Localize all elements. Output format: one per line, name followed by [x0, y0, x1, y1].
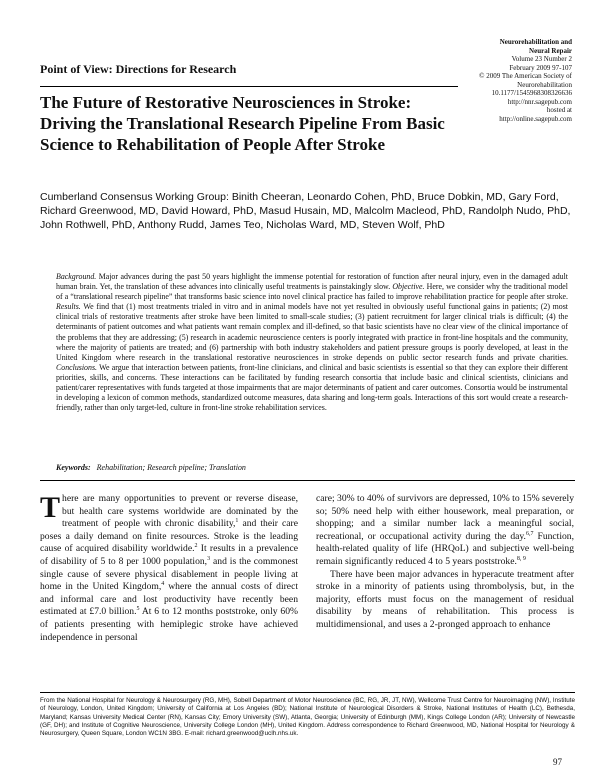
body-paragraph: [40, 493, 298, 644]
reference-mark[interactable]: 5: [136, 606, 140, 613]
body-text: where the annual costs of direct and informal care and lost productivity have recently been estimated at £7.0 billion.: [40, 581, 298, 618]
body-column-left: [40, 493, 298, 644]
abstract-objective-label: Objective.: [392, 282, 425, 292]
body-column-right: [316, 493, 574, 632]
body-text: and is the commonest single cause of severe physical disablement in people living at home in the United Kingdom,: [40, 555, 299, 593]
body-text: At 6 to 12 months poststroke, only 60% of patients presenting with hemiplegic stroke have achieved independence in personal: [40, 606, 298, 643]
abstract-background: Major advances during the past 50 years highlight the immense potential for restoration of function after neural injury, even in the damaged adult human brain. Yet, the translation of these advances into clinically useful treatments is painstakingly slow.: [56, 272, 568, 292]
article-title: The Future of Restorative Neurosciences in Stroke: Driving the Translational Research Pipeline From Basic Science to Rehabilitation of People After Stroke: [40, 93, 445, 154]
journal-host-link[interactable]: http://online.sagepub.com: [499, 114, 572, 123]
keywords-values: Rehabilitation; Research pipeline; Translation: [96, 463, 246, 472]
header-divider: [40, 86, 458, 87]
abstract-background-label: Background.: [56, 272, 97, 281]
journal-doi: 10.1177/1545968308326636: [491, 89, 572, 97]
abstract-objective: Here, we consider why the traditional model of a “translational research pipeline” that transforms basic science into novel clinical practice has failed to improve rehabilitation practice for people after stroke.: [56, 282, 568, 302]
journal-volume: Volume 23 Number 2: [511, 55, 572, 63]
reference-mark[interactable]: 8, 9: [516, 555, 526, 562]
author-list: Cumberland Consensus Working Group: Binith Cheeran, Leonardo Cohen, PhD, Bruce Dobkin, MD, Gary Ford, Richard Greenwood, MD, David Howard, PhD, Masud Husain, MD, Malcolm Macleod, PhD, Randolph Nudo, PhD, John Rothwell, PhD, Anthony Rudd, James Teo, Nicholas Ward, MD, Steven Wolf, PhD: [40, 191, 571, 231]
body-text: care; 30% to 40% of survivors are depressed, 10% to 15% severely so; 50% need help with either housework, meal preparation, or shopping; and a similar number lack a meaningful social, recreational, or occupational activity during the day.: [316, 493, 574, 542]
journal-copyright-line1: © 2009 The American Society of: [479, 72, 572, 80]
reference-mark[interactable]: 1: [235, 518, 239, 524]
footnote-divider: [40, 692, 575, 693]
abstract: [56, 272, 568, 413]
keywords-label: Keywords:: [56, 463, 91, 472]
body-text: and their care poses a daily demand on finite resources. Stroke is the leading cause of acquired disability worldwide.: [40, 518, 298, 555]
abstract-conclusions: We argue that interaction between patients, front-line clinicians, and clinical and basic scientists is essential so that they can explore their different priorities, skills, and concerns. These interactions can be facilitated by funding research consortia that include basic and clinical scientists, clinicians and patient/carer representatives with funds targeted at those impairments that are major determinants of patient and carer outcomes. Consortia would be instrumental in developing a lexicon of common methods, standardized outcome measures, data sharing and long-term goals. Interactions of this sort would create a research-friendly, rather than only target-led, culture in front-line stroke rehabilitation services.: [56, 362, 568, 413]
journal-name-line2: Neural Repair: [529, 46, 572, 55]
reference-mark[interactable]: 6,7: [525, 530, 534, 537]
body-paragraph: [316, 493, 574, 569]
journal-name-line1: Neurorehabilitation and: [499, 38, 572, 46]
affiliation-footnote: From the National Hospital for Neurology & Neurosurgery (RG, MH), Sobell Department of Motor Neuroscience (BC, RG, JR, JT, NW), Wellcome Trust Centre for Neuroimaging (NW), Institute of Neurology, London, United Kingdom; University of California at Los Angeles (BD); National Institute of Neurological Disorders & Stroke, National Institutes of Health (LC), Bethesda, Maryland; Kansas University Medical Center (RN), Kansas City; Emory University (SW), Atlanta, Georgia; University of Edinburgh (MM), Kings College London (AR); University of Newcastle (GF, DH); and Institute of Cognitive Neuroscience, University College London (MH), United Kingdom. Address correspondence to Richard Greenwood, MD, National Hospital for Neurology & Neurosurgery, Queen Square, London WC1N 3BG. E-mail: richard.greenwood@uclh.nhs.uk.: [40, 697, 575, 738]
abstract-results: We find that (1) most treatments trialed in vitro and in animal models have not yet resulted in obviously useful functional gains in patients; (2) most clinical trials of restorative treatments after stroke have been limited to small-scale studies; (3) patient recruitment for larger clinical trials is difficult; (4) the determinants of patient outcomes and what patients want remain complex and ill-defined, so that basic scientists have no clear view of the clinical importance of the problems that they are addressing; (5) research in academic neuroscience centers is poorly integrated with practice in front-line hospitals and the community, where the majority of patients are treated; and (6) partnership with both industry stakeholders and patient pressure groups is poorly developed, at least in the United Kingdom where research in the translational restorative neurosciences in stroke depends on public sector research funds and private charities.: [56, 302, 568, 362]
page-number: 97: [553, 757, 562, 767]
journal-info: [462, 38, 572, 123]
abstract-results-label: Results.: [56, 302, 81, 312]
reference-mark[interactable]: 4: [161, 580, 165, 587]
abstract-conclusions-label: Conclusions.: [56, 362, 97, 372]
body-text: Function, health-related quality of life (HRQoL) and subjective well-being remain significantly reduced 4 to 5 years poststroke.: [316, 530, 574, 567]
body-text: It results in a prevalence of disability of 5 to 8 per 1000 population,: [40, 543, 298, 567]
keywords: [56, 463, 568, 473]
journal-copyright-line2: Neurorehabilitation: [517, 80, 572, 89]
reference-mark[interactable]: 3: [207, 555, 211, 562]
journal-date: February 2009 97-107: [509, 63, 572, 72]
journal-hosted-at: hosted at: [546, 106, 572, 114]
reference-mark[interactable]: 2: [194, 543, 198, 550]
body-paragraph: There have been major advances in hyperacute treatment after stroke in a minority of patients using thrombolysis, but, in the majority, efforts must focus on the management of residual disability by means of rehabilitation. This process is multidimensional, and uses a 2-pronged approach to enhance: [316, 568, 574, 630]
drop-cap: T: [40, 491, 61, 524]
section-label: Point of View: Directions for Research: [40, 62, 237, 76]
keywords-divider: [40, 480, 575, 481]
body-text: here are many opportunities to prevent or reverse disease, but health care systems worldwide are dominated by the treatment of people with chronic disability,: [62, 493, 298, 530]
journal-site-link[interactable]: http://nnr.sagepub.com: [507, 97, 572, 106]
